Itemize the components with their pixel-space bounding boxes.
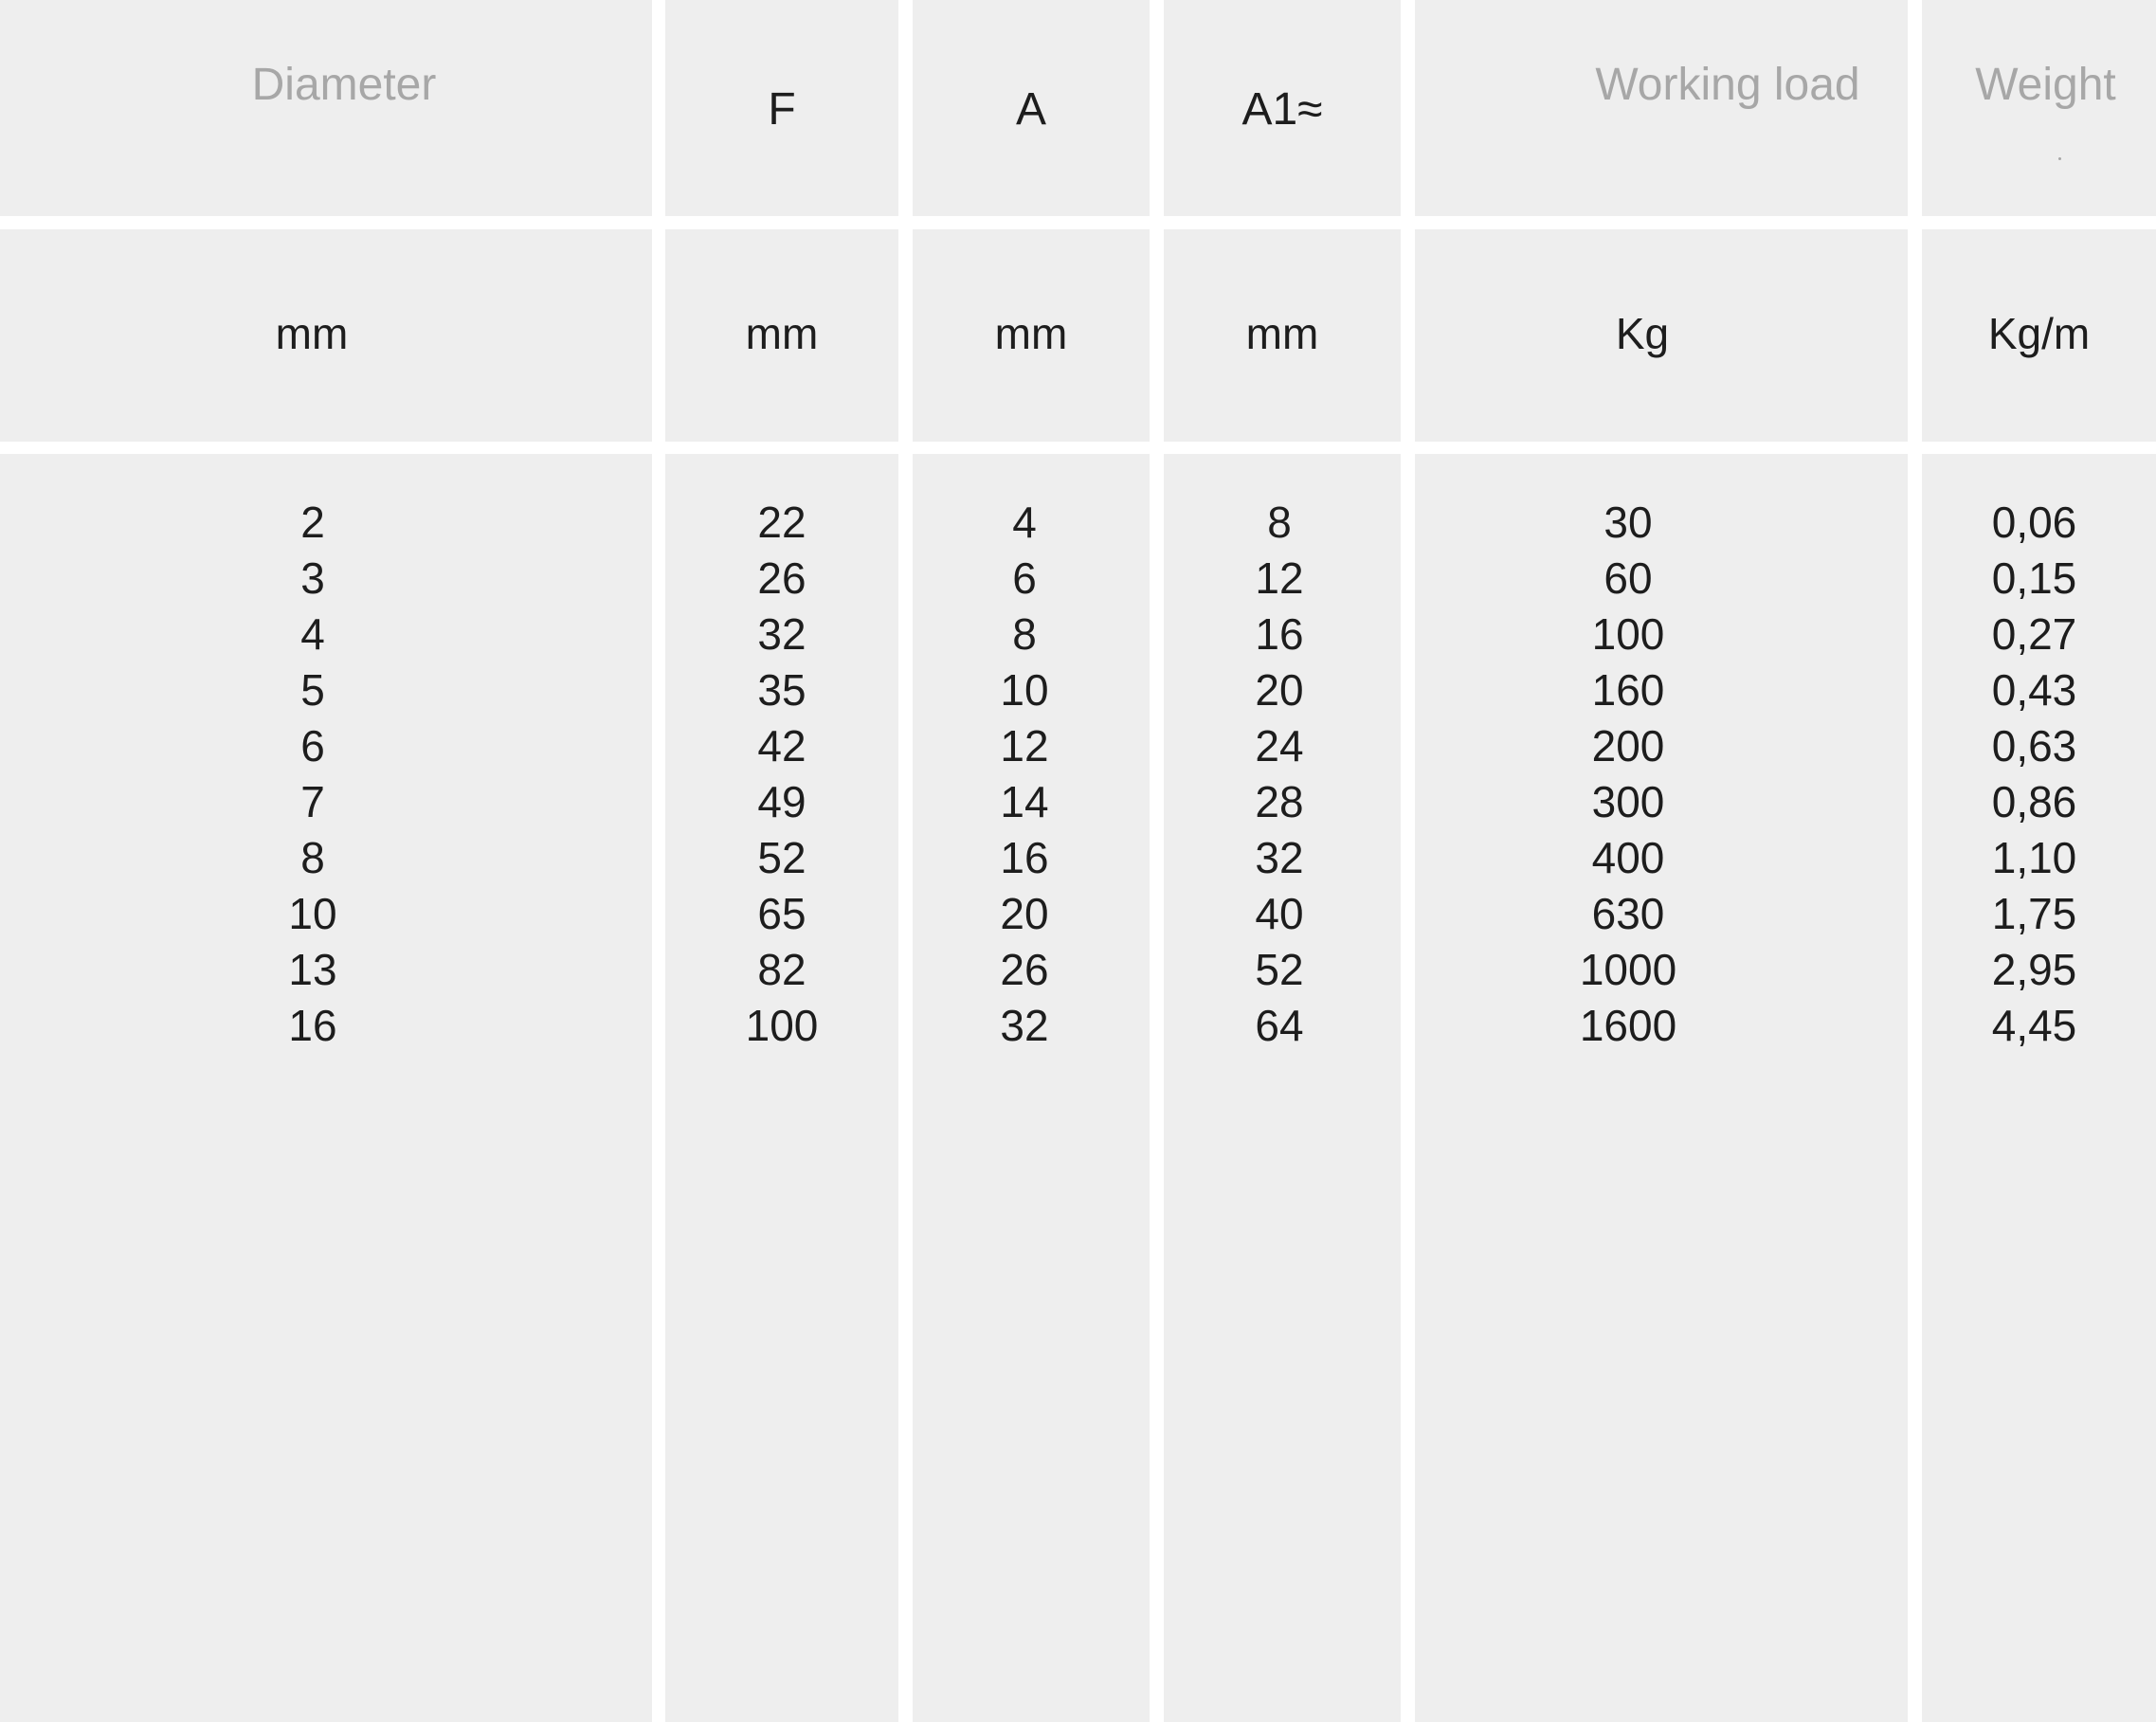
dot-mark <box>2058 157 2061 160</box>
cell-value: 6 <box>1012 553 1037 603</box>
cell-value: 12 <box>1255 553 1304 603</box>
column-unit: mm <box>1245 309 1319 358</box>
cell-value: 2,95 <box>1991 945 2077 994</box>
cell-value: 8 <box>300 833 325 882</box>
cell-value: 4,45 <box>1991 1001 2077 1050</box>
cell-value: 49 <box>757 777 806 826</box>
cell-value: 65 <box>757 889 806 938</box>
column-values <box>665 495 898 1054</box>
cell-value: 630 <box>1591 889 1665 938</box>
column-values <box>1922 495 2156 1054</box>
cell-value: 0,06 <box>1991 498 2077 547</box>
cell-value: 0,63 <box>1991 721 2077 770</box>
column-header: Weight <box>1975 60 2116 110</box>
cell-value: 42 <box>757 721 806 770</box>
cell-value: 12 <box>1000 721 1049 770</box>
cell-value: 64 <box>1255 1001 1304 1050</box>
cell-value: 4 <box>300 609 325 659</box>
cell-value: 5 <box>300 665 325 715</box>
column-values <box>913 495 1150 1054</box>
cell-value: 1000 <box>1579 945 1677 994</box>
cell-value: 28 <box>1255 777 1304 826</box>
cell-value: 82 <box>757 945 806 994</box>
column-a <box>913 0 1150 1722</box>
cell-value: 26 <box>757 553 806 603</box>
cell-value: 0,43 <box>1991 665 2077 715</box>
cell-value: 0,86 <box>1991 777 2077 826</box>
cell-value: 32 <box>1255 833 1304 882</box>
column-unit: Kg/m <box>1987 309 2091 358</box>
cell-value: 35 <box>757 665 806 715</box>
column-weight <box>1922 0 2156 1722</box>
cell-value: 16 <box>1000 833 1049 882</box>
cell-value: 13 <box>288 945 337 994</box>
cell-value: 52 <box>1255 945 1304 994</box>
column-f <box>665 0 898 1722</box>
cell-value: 30 <box>1603 498 1653 547</box>
cell-value: 20 <box>1000 889 1049 938</box>
cell-value: 60 <box>1603 553 1653 603</box>
cell-value: 6 <box>300 721 325 770</box>
column-working-load <box>1415 0 1908 1722</box>
column-unit: mm <box>745 309 819 358</box>
cell-value: 22 <box>757 498 806 547</box>
cell-value: 1,10 <box>1991 833 2077 882</box>
cell-value: 32 <box>1000 1001 1049 1050</box>
cell-value: 16 <box>1255 609 1304 659</box>
cell-value: 400 <box>1591 833 1665 882</box>
column-values <box>0 495 652 1054</box>
cell-value: 32 <box>757 609 806 659</box>
cell-value: 16 <box>288 1001 337 1050</box>
cell-value: 1,75 <box>1991 889 2077 938</box>
column-values <box>1415 495 1908 1054</box>
cell-value: 14 <box>1000 777 1049 826</box>
column-a1 <box>1164 0 1401 1722</box>
cell-value: 8 <box>1267 498 1292 547</box>
cell-value: 100 <box>1591 609 1665 659</box>
cell-value: 52 <box>757 833 806 882</box>
column-header: F <box>768 84 796 135</box>
cell-value: 160 <box>1591 665 1665 715</box>
cell-value: 0,15 <box>1991 553 2077 603</box>
cell-value: 1600 <box>1579 1001 1677 1050</box>
column-header: A1≈ <box>1241 84 1323 135</box>
cell-value: 40 <box>1255 889 1304 938</box>
cell-value: 10 <box>288 889 337 938</box>
cell-value: 2 <box>300 498 325 547</box>
cell-value: 3 <box>300 553 325 603</box>
cell-value: 7 <box>300 777 325 826</box>
column-diameter <box>0 0 652 1722</box>
cell-value: 10 <box>1000 665 1049 715</box>
cell-value: 8 <box>1012 609 1037 659</box>
column-unit: mm <box>994 309 1068 358</box>
column-unit: Kg <box>1615 309 1670 358</box>
column-unit: mm <box>275 309 349 358</box>
column-values <box>1164 495 1401 1054</box>
column-header: Diameter <box>251 60 437 110</box>
cell-value: 26 <box>1000 945 1049 994</box>
cell-value: 20 <box>1255 665 1304 715</box>
cell-value: 4 <box>1012 498 1037 547</box>
column-header: A <box>1015 84 1046 135</box>
cell-value: 300 <box>1591 777 1665 826</box>
cell-value: 0,27 <box>1991 609 2077 659</box>
cell-value: 24 <box>1255 721 1304 770</box>
column-header: Working load <box>1595 60 1860 110</box>
cell-value: 200 <box>1591 721 1665 770</box>
cell-value: 100 <box>745 1001 819 1050</box>
